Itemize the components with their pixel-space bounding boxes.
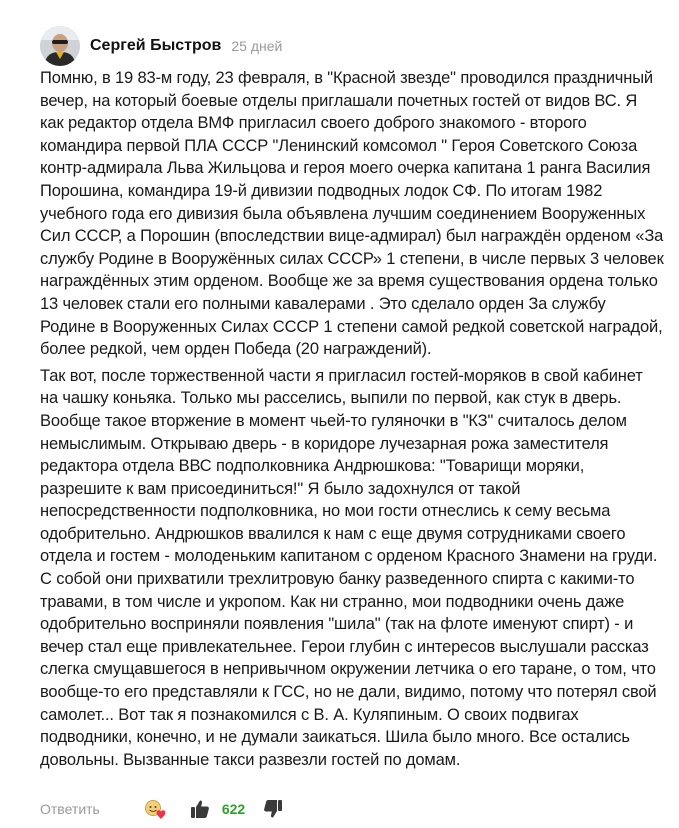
likes-count: 622 (221, 801, 246, 817)
reply-button[interactable]: Ответить (40, 801, 100, 817)
avatar-photo (40, 26, 80, 66)
thumbs-down-icon (263, 799, 283, 819)
comment-paragraph: Помню, в 19 83-м году, 23 февраля, в "Красной звезде" проводился праздничный вечер, на который боевые отделы приглашали почетных гостей от видов ВС. Я как редактор отдела ВМФ пригласил своего доброго знакомого - второго командира первой ПЛА СССР "Ленинский комсомол " Героя Советского Союза контр-адмирала Льва Жильцова и героя моего очерка капитана 1 ранга Василия Порошина, командира 19-й дивизии подводных лодок СФ. По итогам 1982 учебного года его дивизия была объявлена лучшим соединением Вооруженных Сил СССР, а Порошин (впоследствии вице-адмирал) был награждён орденом «За службу Родине в Вооружённых силах СССР» 1 степени, в числе первых 3 человек награждённых этим орденом. Вообще же за время существования ордена только 13 человек стали его полными кавалерами . Это сделало орден За службу Родине в Вооруженных Силах СССР 1 степени самой редкой советской наградой, более редкой, чем орден Победа (20 награждений). (40, 69, 664, 359)
author-name[interactable]: Сергей Быстров (90, 37, 222, 54)
comment-footer (40, 795, 283, 823)
comment-header (40, 26, 282, 66)
reactions-button[interactable] (144, 798, 170, 820)
comment-paragraph: Так вот, после торжественной части я пригласил гостей-моряков в свой кабинет на чашку коньяка. Только мы расселись, выпили по первой, как стук в дверь. Вообще такое вторжение в момент чьей-то гуляночки в "КЗ" считалось делом немыслимым. Открываю дверь - в коридоре лучезарная рожа заместителя редактора отдела ВВС подполковника Андрюшкова: "Товарищи моряки, разрешите к вам присоединиться!" Я было задохнулся от такой непосредственности подполковника, но мои гости отнеслись к сему весьма одобрительно. Андрюшков ввалился к нам с еще двумя сотрудниками своего отдела и гостем - молоденьким капитаном с орденом Красного Знамени на груди. С собой они прихватили трехлитровую банку разведенного спирта с какими-то травами, в том числе и укропом. Как ни странно, мои подводники очень даже одобрительно восприняли появления "шила" (так на флоте именуют спирт) - и вечер стал еще привлекательнее. Герои глубин с интересов выслушали рассказ слегка смущавшегося в непривычном окружении летчика о его таране, о том, что вообще-то его представляли к ГСС, но не дали, видимо, потому что потерял свой самолет... Вот так я познакомился с В. А. Куляпиным. О своих подвигах подводники, конечно, и не думали заикаться. Шила было много. Все остались довольны. Вызванные такси развезли гостей по домам. (40, 366, 658, 769)
comment-date: 25 дней (231, 38, 283, 54)
avatar[interactable] (40, 26, 80, 66)
thumbs-up-icon (190, 799, 210, 819)
emoji-reactions-icon (144, 798, 170, 820)
comment-text (40, 67, 665, 775)
like-button[interactable] (190, 799, 210, 819)
dislike-button[interactable] (263, 799, 283, 819)
